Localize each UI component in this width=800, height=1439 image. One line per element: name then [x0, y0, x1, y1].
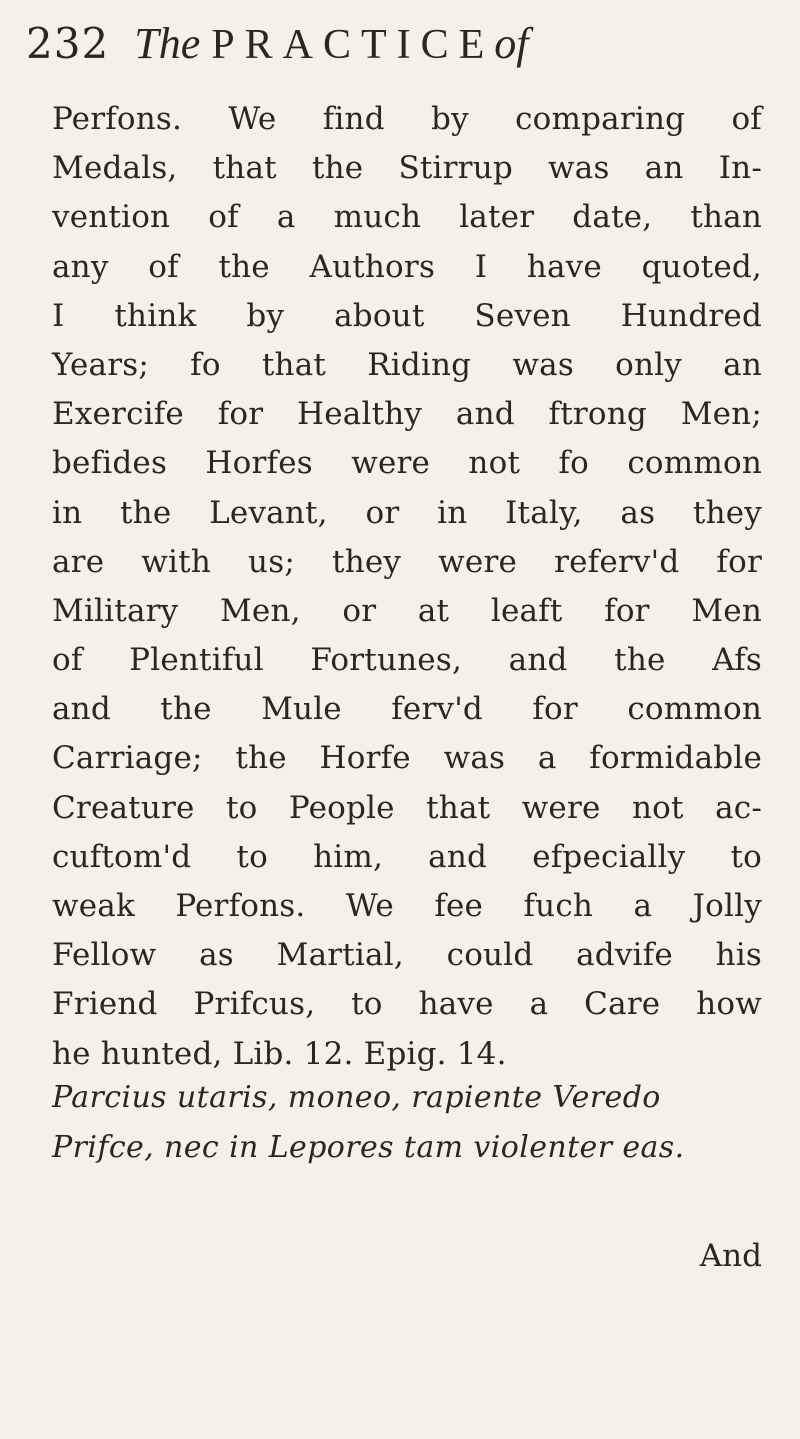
text-line: Fellow as Martial, could advife his: [52, 937, 762, 974]
text-line: Exercife for Healthy and ftrong Men;: [52, 396, 762, 433]
latin-quotation: [52, 1073, 762, 1173]
text-line: I think by about Seven Hundred: [52, 297, 762, 334]
text-line: are with us; they were referv'd for: [52, 543, 762, 580]
text-line: and the Mule ferv'd for common: [52, 691, 762, 728]
text-line: Friend Prifcus, to have a Care how: [52, 986, 762, 1023]
body-text: [52, 95, 762, 1079]
text-line: Military Men, or at leaft for Men: [52, 592, 762, 629]
text-line: cuftom'd to him, and efpecially to: [52, 838, 762, 875]
text-line: in the Levant, or in Italy, as they: [52, 494, 762, 531]
text-line: Creature to People that were not ac-: [52, 789, 762, 826]
page-number: 232: [26, 19, 110, 68]
text-line: weak Perfons. We fee fuch a Jolly: [52, 888, 762, 924]
quote-line-2: Prifce, nec in Lepores tam violenter eas.: [52, 1130, 685, 1165]
catchword: And: [699, 1238, 762, 1274]
quote-line-1: Parcius utaris, moneo, rapiente Veredo: [52, 1080, 661, 1115]
text-line: Medals, that the Stirrup was an In-: [52, 150, 762, 187]
text-line: befides Horfes were not fo common: [52, 445, 762, 482]
text-line: Years; fo that Riding was only an: [52, 346, 762, 383]
text-line: vention of a much later date, than: [52, 199, 762, 236]
running-title-main: PRACTICE: [211, 22, 495, 68]
text-line: any of the Authors I have quoted,: [52, 248, 762, 285]
running-title: [134, 19, 528, 68]
text-line: of Plentiful Fortunes, and the Afs: [52, 642, 762, 679]
text-line: Perfons. We find by comparing of: [52, 101, 762, 137]
running-head: [26, 18, 766, 88]
text-line: Carriage; the Horfe was a formidable: [52, 740, 762, 777]
running-title-the: The: [134, 19, 201, 68]
text-line: he hunted, Lib. 12. Epig. 14.: [52, 1035, 507, 1072]
running-title-of: of: [494, 19, 529, 68]
